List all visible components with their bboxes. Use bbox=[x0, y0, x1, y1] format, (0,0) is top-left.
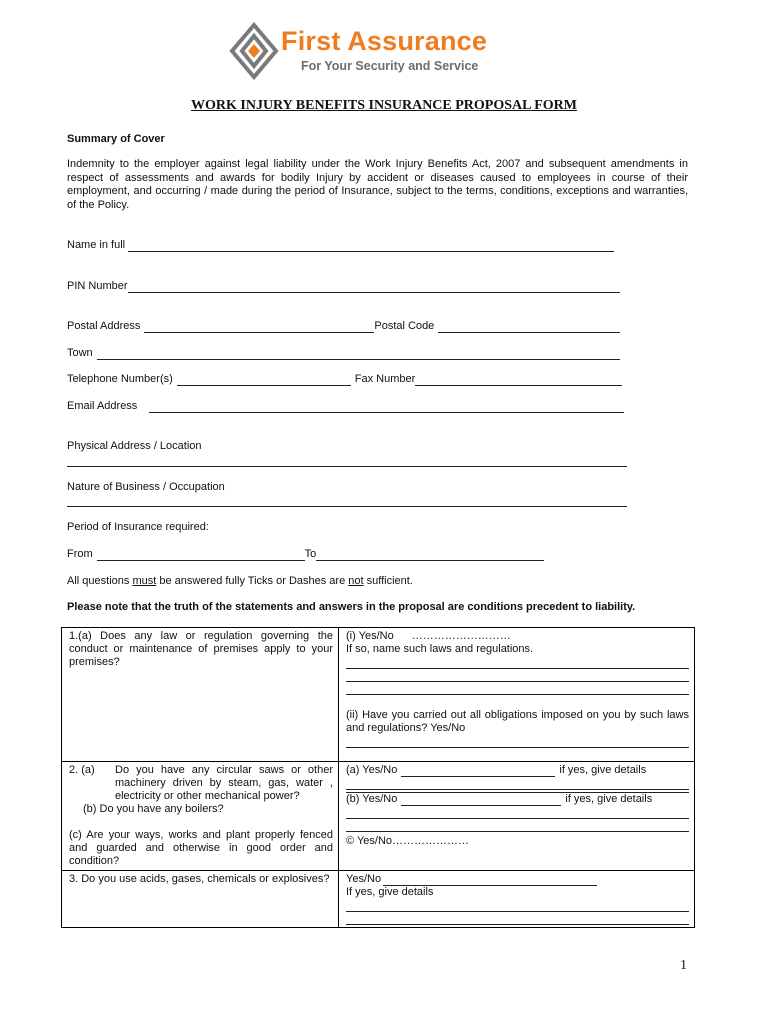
q3-followup: If yes, give details bbox=[346, 886, 434, 898]
q1-answer-cell[interactable] bbox=[339, 628, 695, 762]
question-row-1 bbox=[62, 628, 695, 762]
q1-answer-line[interactable] bbox=[346, 656, 689, 669]
period-field[interactable] bbox=[67, 548, 544, 561]
name-line[interactable] bbox=[128, 241, 614, 252]
town-line[interactable] bbox=[97, 349, 620, 360]
pin-line[interactable] bbox=[128, 282, 620, 293]
q2-b-text: (b) Do you have any boilers? bbox=[83, 803, 224, 815]
q2-b-line[interactable] bbox=[401, 795, 561, 806]
page-number: 1 bbox=[680, 958, 687, 973]
fax-label: Fax Number bbox=[354, 373, 416, 385]
fax-line[interactable] bbox=[415, 375, 622, 386]
q2-a-answer-line[interactable] bbox=[346, 777, 689, 790]
postal-address-field[interactable] bbox=[67, 320, 620, 333]
q2-b-yesno[interactable]: (b) Yes/No bbox=[346, 793, 398, 805]
q1-answer-line[interactable] bbox=[346, 669, 689, 682]
q2-b-details: if yes, give details bbox=[565, 793, 653, 805]
physical-address-line[interactable] bbox=[67, 466, 627, 467]
email-field[interactable] bbox=[67, 400, 624, 413]
telephone-line[interactable] bbox=[177, 375, 351, 386]
question-row-2 bbox=[62, 762, 695, 871]
pin-label: PIN Number bbox=[67, 280, 128, 292]
q3-answer-line[interactable] bbox=[346, 912, 689, 925]
q1-question: 1.(a) Does any law or regulation governing the conduct or maintenance of premises apply to your premises? bbox=[62, 628, 339, 762]
from-label: From bbox=[67, 548, 93, 560]
name-label: Name in full bbox=[67, 239, 126, 251]
q3-answer-cell[interactable] bbox=[339, 871, 695, 928]
q2-b-answer-line[interactable] bbox=[346, 819, 689, 832]
q1-ii-answer-line[interactable] bbox=[346, 735, 689, 748]
question-row-3 bbox=[62, 871, 695, 928]
q1-i-dots[interactable]: ……………………… bbox=[411, 630, 511, 642]
summary-heading: Summary of Cover bbox=[67, 133, 165, 145]
postal-address-line[interactable] bbox=[144, 322, 374, 333]
postal-code-label: Postal Code bbox=[374, 320, 435, 332]
email-line[interactable] bbox=[149, 402, 624, 413]
pin-field[interactable] bbox=[67, 280, 620, 293]
to-label: To bbox=[304, 548, 317, 560]
from-line[interactable] bbox=[97, 550, 305, 561]
q2-c-yesno[interactable]: © Yes/No………………… bbox=[346, 835, 470, 847]
brand-name: First Assurance bbox=[281, 26, 488, 56]
q3-yesno-line[interactable] bbox=[383, 875, 597, 886]
telephone-field[interactable] bbox=[67, 373, 622, 386]
q1-ii-question: (ii) Have you carried out all obligations imposed on you by such laws and regulations? Yes/No bbox=[346, 709, 689, 734]
diamond-logo-icon bbox=[229, 22, 279, 84]
postal-code-line[interactable] bbox=[438, 322, 620, 333]
brand-tagline: For Your Security and Service bbox=[301, 59, 479, 73]
questions-note: All questions must be answered fully Ticks or Dashes are not sufficient. bbox=[67, 575, 413, 587]
q3-question: 3. Do you use acids, gases, chemicals or explosives? bbox=[62, 871, 339, 928]
q2-number: 2. (a) bbox=[69, 764, 95, 776]
name-field[interactable] bbox=[67, 239, 614, 252]
q3-yesno[interactable]: Yes/No bbox=[346, 873, 382, 885]
period-label: Period of Insurance required: bbox=[67, 521, 209, 533]
company-logo bbox=[229, 22, 529, 84]
q1-answer-line[interactable] bbox=[346, 682, 689, 695]
q2-answer-cell[interactable] bbox=[339, 762, 695, 871]
town-field[interactable] bbox=[67, 347, 620, 360]
q1-i-yesno[interactable]: (i) Yes/No bbox=[346, 630, 394, 642]
email-label: Email Address bbox=[67, 400, 138, 412]
postal-address-label: Postal Address bbox=[67, 320, 141, 332]
to-line[interactable] bbox=[316, 550, 544, 561]
q2-c-text: (c) Are your ways, works and plant properly fenced and guarded and otherwise in good order and condition? bbox=[69, 829, 333, 867]
questions-table bbox=[61, 627, 695, 928]
summary-text: Indemnity to the employer against legal liability under the Work Injury Benefits Act, 2007 and subsequent amendments in respect of assessments and awards for bodily Injury by accident or diseases caused to employees in course of their employment, and occurring / made during the period of Insurance, subject to the terms, conditions, exceptions and warranties, of the Policy. bbox=[67, 158, 688, 211]
q3-answer-line[interactable] bbox=[346, 899, 689, 912]
business-label: Nature of Business / Occupation bbox=[67, 481, 225, 493]
q2-b-answer-line[interactable] bbox=[346, 806, 689, 819]
liability-note: Please note that the truth of the statements and answers in the proposal are conditions precedent to liability. bbox=[67, 601, 636, 613]
q2-a-line[interactable] bbox=[401, 766, 555, 777]
town-label: Town bbox=[67, 347, 93, 359]
q1-followup: If so, name such laws and regulations. bbox=[346, 643, 534, 655]
telephone-label: Telephone Number(s) bbox=[67, 373, 173, 385]
physical-address-label: Physical Address / Location bbox=[67, 440, 202, 452]
form-title: WORK INJURY BENEFITS INSURANCE PROPOSAL FORM bbox=[191, 98, 577, 113]
q2-a-details: if yes, give details bbox=[559, 764, 647, 776]
q2-a-text: Do you have any circular saws or other machinery driven by steam, gas, water , electricity or other mechanical power? bbox=[115, 764, 333, 802]
q2-a-yesno[interactable]: (a) Yes/No bbox=[346, 764, 398, 776]
q2-question bbox=[62, 762, 339, 871]
business-line[interactable] bbox=[67, 506, 627, 507]
